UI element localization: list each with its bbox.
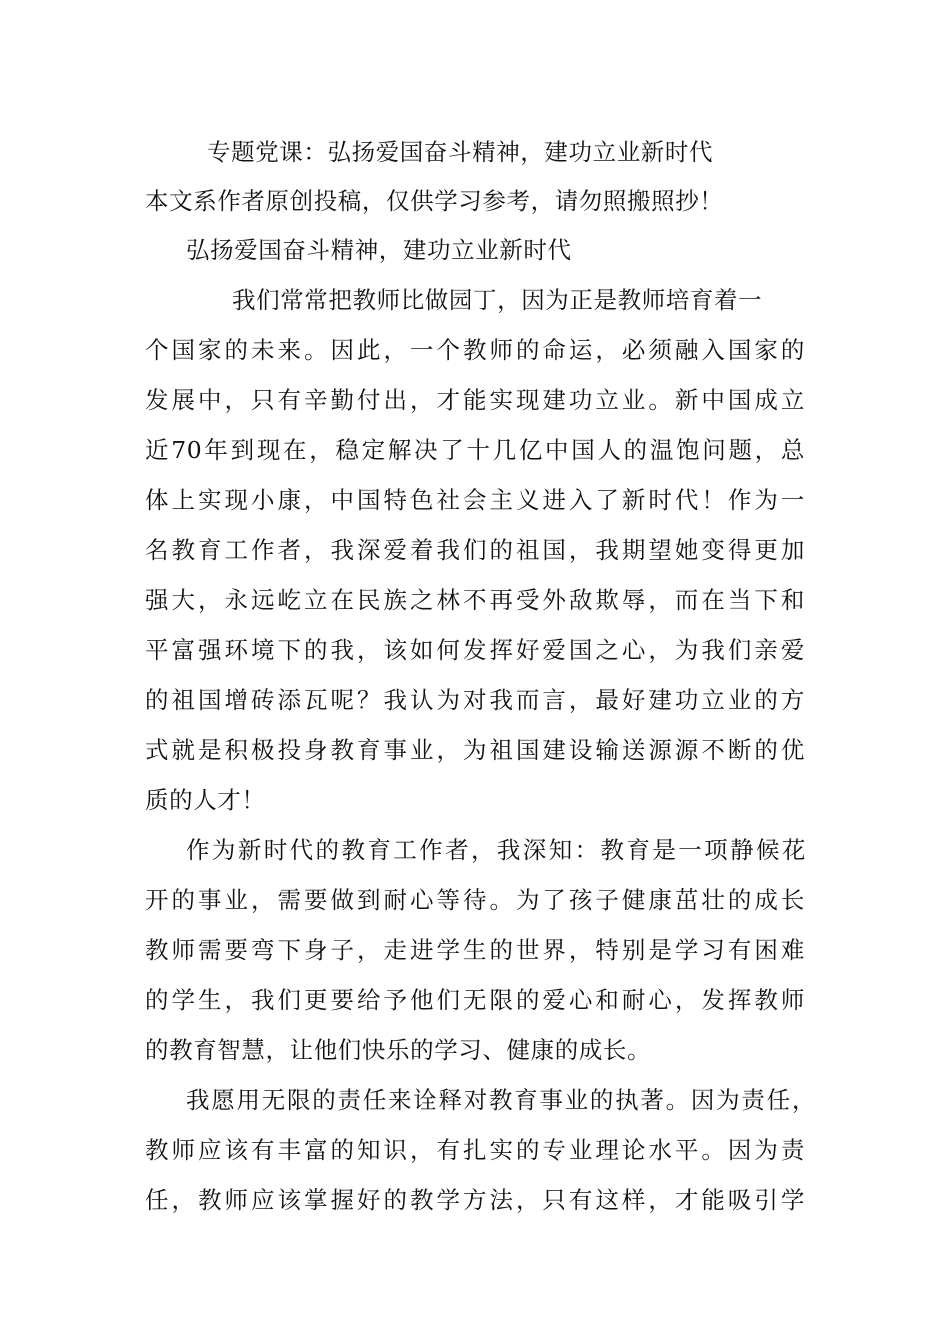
- document-title: 专题党课：弘扬爱国奋斗精神，建功立业新时代: [207, 138, 714, 166]
- paragraph-line: 式就是积极投身教育事业，为祖国建设输送源源不断的优: [145, 736, 805, 764]
- paragraph-line: 的教育智慧，让他们快乐的学习、健康的成长。: [145, 1036, 652, 1064]
- paragraph-line: 近70年到现在，稳定解决了十几亿中国人的温饱问题，总: [145, 436, 805, 464]
- paragraph-line: 发展中，只有辛勤付出，才能实现建功立业。新中国成立: [145, 386, 805, 414]
- paragraph-line: 体上实现小康，中国特色社会主义进入了新时代！作为一: [145, 486, 805, 514]
- document-subtitle: 弘扬爱国奋斗精神，建功立业新时代: [186, 236, 572, 264]
- paragraph-line: 质的人才！: [145, 786, 266, 814]
- paragraph-line: 任，教师应该掌握好的教学方法，只有这样，才能吸引学: [145, 1186, 805, 1214]
- paragraph-line: 开的事业，需要做到耐心等待。为了孩子健康茁壮的成长: [145, 886, 805, 914]
- paragraph-line: 我们常常把教师比做园丁，因为正是教师培育着一: [232, 286, 763, 314]
- paragraph-line: 教师应该有丰富的知识，有扎实的专业理论水平。因为责: [145, 1136, 805, 1164]
- paragraph-line: 强大，永远屹立在民族之林不再受外敌欺辱，而在当下和: [145, 586, 805, 614]
- paragraph-line: 个国家的未来。因此，一个教师的命运，必须融入国家的: [145, 336, 805, 364]
- paragraph-line: 的祖国增砖添瓦呢？我认为对我而言，最好建功立业的方: [145, 686, 805, 714]
- paragraph-line: 平富强环境下的我，该如何发挥好爱国之心，为我们亲爱: [145, 636, 805, 664]
- paragraph-line: 的学生，我们更要给予他们无限的爱心和耐心，发挥教师: [145, 986, 805, 1014]
- paragraph-line: 我愿用无限的责任来诠释对教育事业的执著。因为责任，: [186, 1086, 816, 1114]
- paragraph-line: 名教育工作者，我深爱着我们的祖国，我期望她变得更加: [145, 536, 805, 564]
- paragraph-line: 教师需要弯下身子，走进学生的世界，特别是学习有困难: [145, 936, 805, 964]
- paragraph-line: 作为新时代的教育工作者，我深知：教育是一项静候花: [186, 836, 806, 864]
- copyright-notice: 本文系作者原创投稿，仅供学习参考，请勿照搬照抄！: [145, 187, 724, 215]
